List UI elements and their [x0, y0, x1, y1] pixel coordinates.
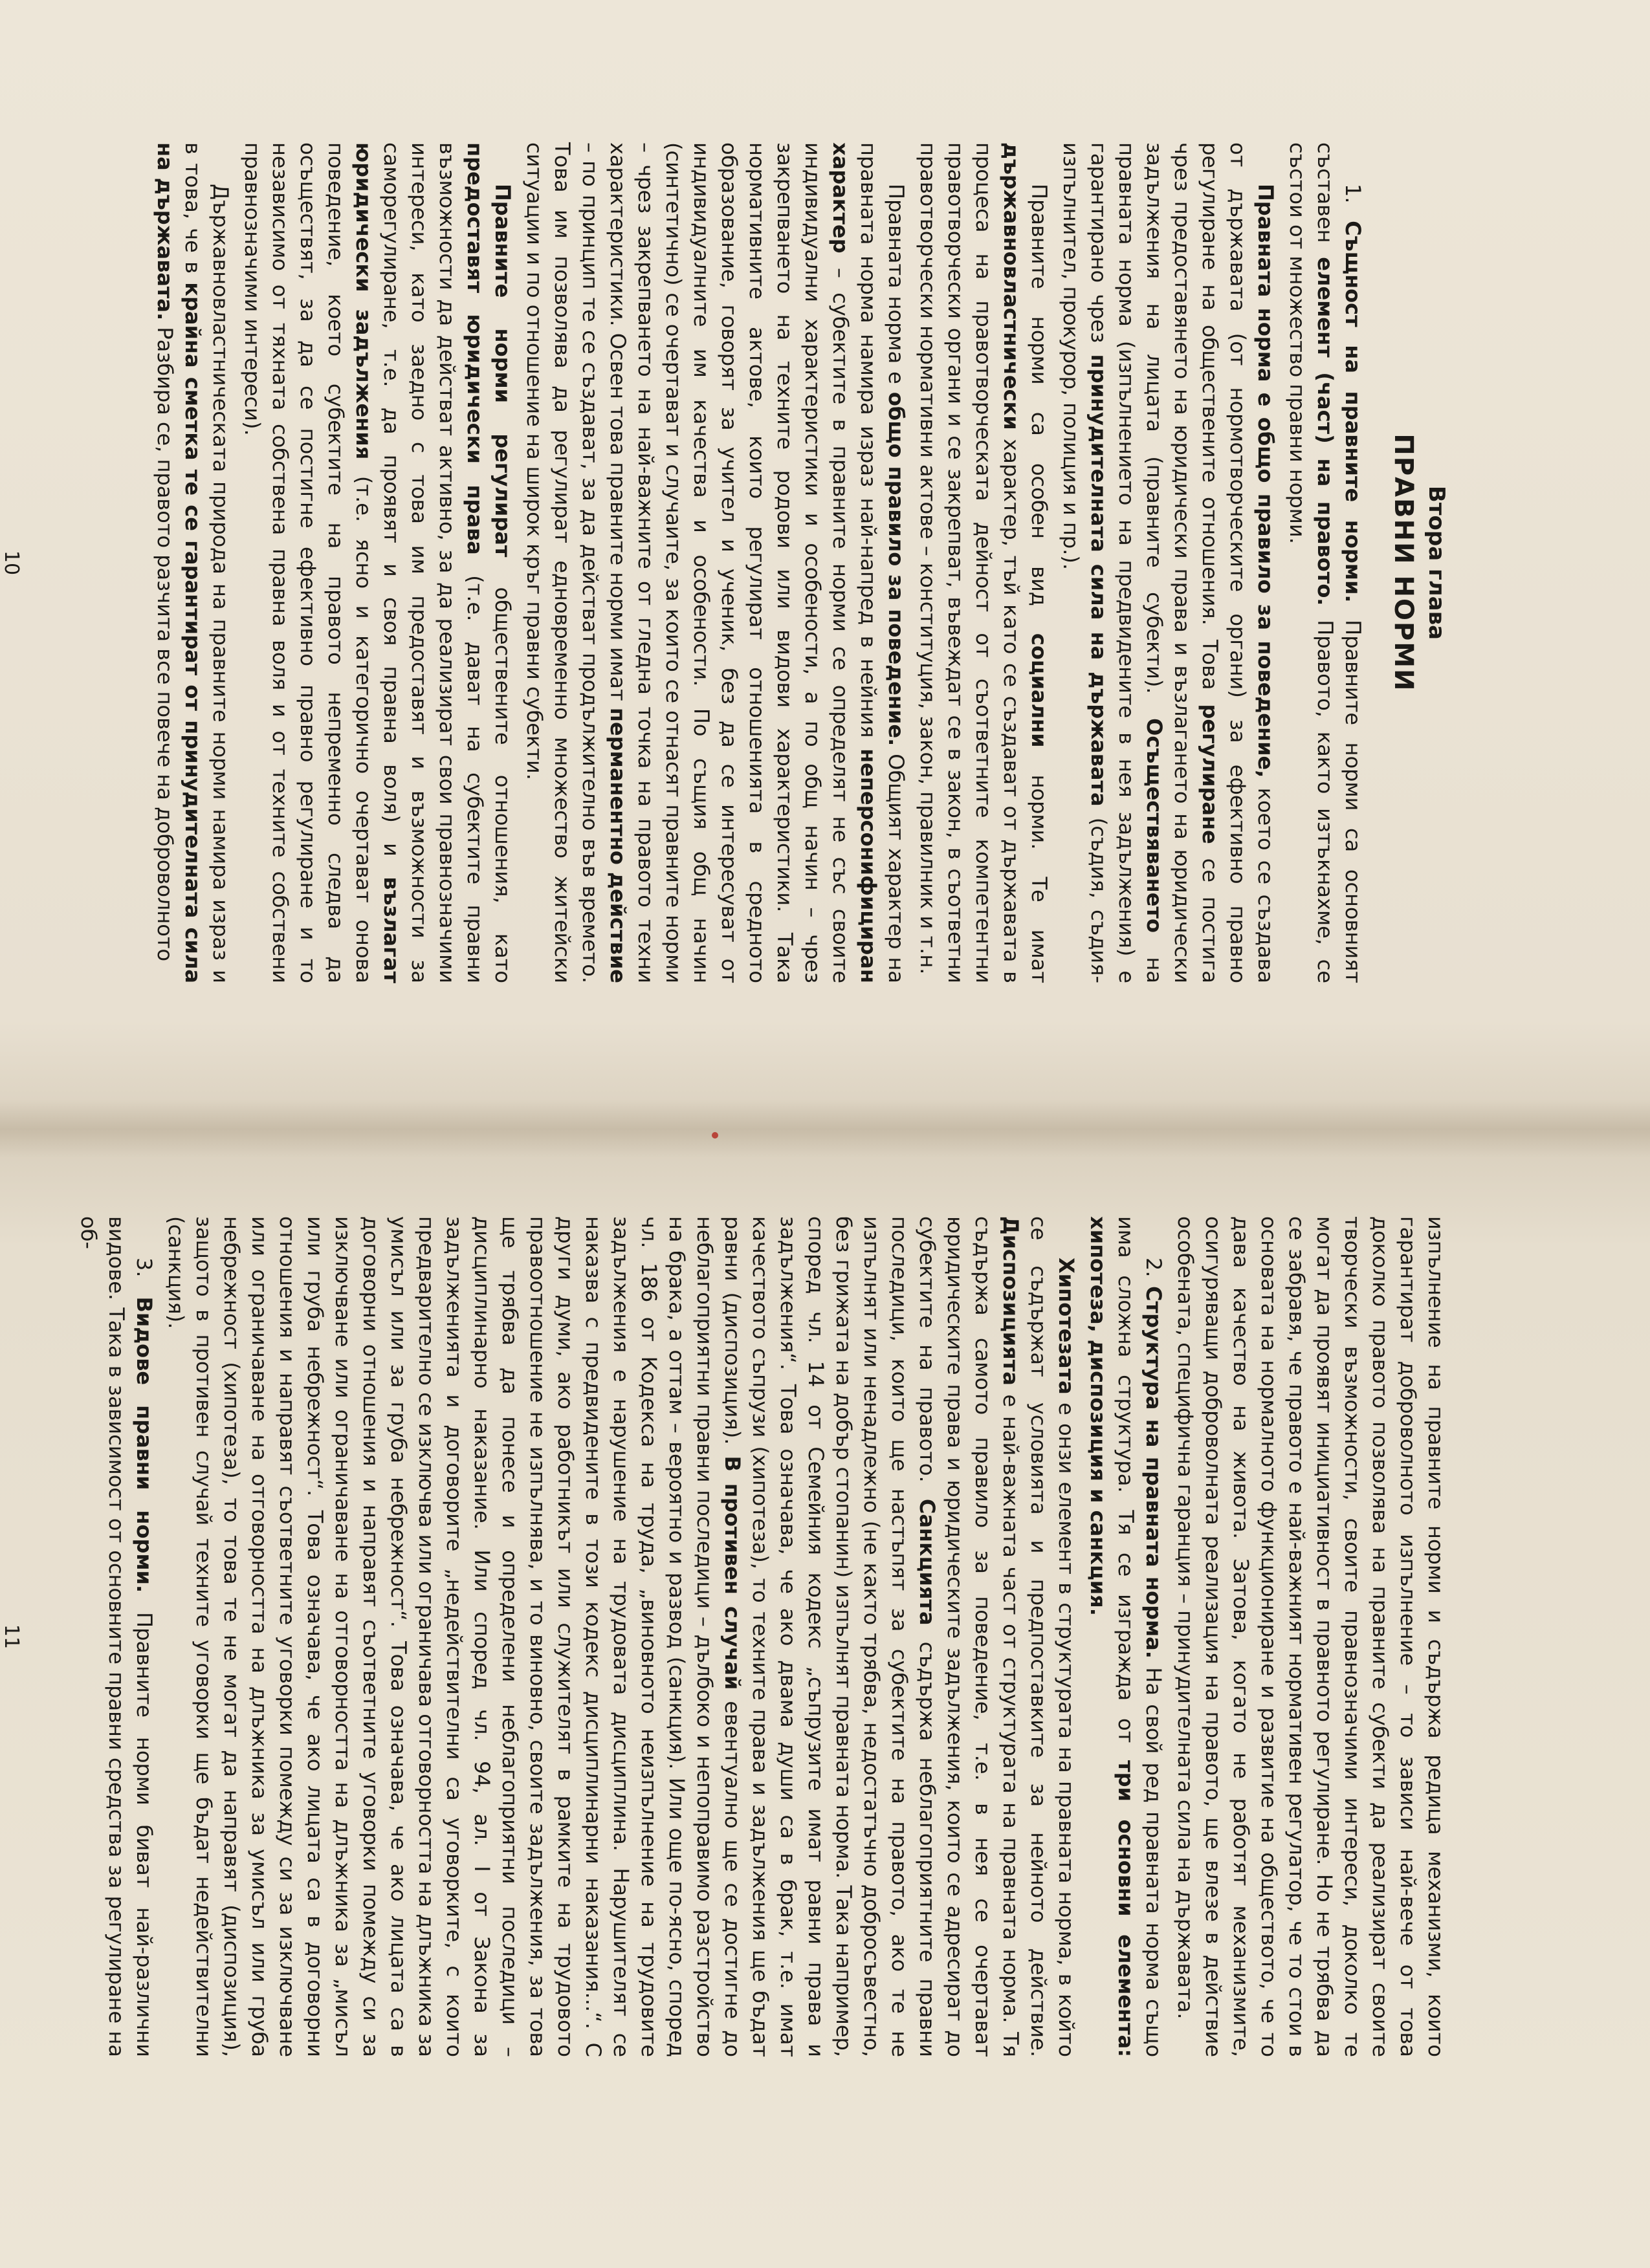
paragraph — [1171, 1216, 1449, 2057]
bold-text: предоставят юридически права — [463, 142, 487, 555]
text-run: обществените отношения, като — [490, 557, 515, 984]
text-run: 1. — [1341, 184, 1365, 221]
text-run: Правните норми биват най-различни видове. Така в зависимост от основните правни средства за регулиране на об- — [76, 1216, 157, 2058]
text-run: Правната норма е — [884, 184, 908, 392]
book-gutter — [0, 1100, 1650, 1158]
bold-text: В противен случай — [720, 1456, 745, 1690]
text-run: Държавновластническата природа на правните норми намира израз и в това, че в — [181, 142, 233, 983]
page-11 — [0, 1171, 1508, 2102]
text-run: характер, тъй като се създават от държавата в процеса на правотворческата дейност от съответните компетентни правотворчески органи и се закрепват, въвеждат се в закон, в съответни правотворчески нормативни актове – конституция, закон, правилник и т.н. — [916, 142, 1024, 983]
text-run: (т.е. дават на субектите правни възможности да действат активно, за да реализират свои правнозначими интереси, като заедно с това им предоставят и възможности за саморегулиране, т.е. да проявят и своя правна воля) и — [379, 142, 487, 984]
paragraph — [1057, 142, 1279, 983]
bold-text: Хипотезата — [1054, 1258, 1079, 1395]
text-run: (съдия, съдия-изпълнител, прокурор, полиция и пр.). — [1059, 142, 1111, 984]
bold-text: крайна сметка те се гарантират от принудителната сила на държавата. — [153, 142, 205, 984]
text-run: е онзи елемент в структурата на правната норма, в който се съдържат условията и предпоставките за нейното действие. — [1026, 1216, 1079, 2057]
bold-text: елемент (част) на правото. — [1313, 257, 1337, 606]
text-run: норми. Те имат — [1027, 747, 1051, 984]
bold-text: принудителната сила на държавата — [1086, 354, 1111, 807]
bold-text: Структура на правната норма. — [1141, 1285, 1166, 1659]
text-run: което се създава от държавата (от нормотворческите органи) за ефективно правно регулиране на обществените отношения. Това — [1198, 142, 1278, 984]
bold-text: перманентно действие — [606, 707, 630, 984]
bold-text: Видове правни норми. — [132, 1296, 157, 1593]
right-page-body — [74, 1216, 1449, 2057]
text-run: 3. — [132, 1258, 157, 1297]
page-number: 10 — [0, 550, 23, 576]
left-page-body — [151, 142, 1367, 983]
bold-text: възлагат юридически задължения — [351, 142, 404, 983]
text-run: съдържа неблагоприятните правни последици, които ще настъпят за субектите на правото, ако те не изпълнят или ненадлежно (не както трябва, недостатъчно добросъвестно, без грижата на добър стопанин) изпълнят правната норма. Така например, според чл. 14 от Семейния кодекс „съпрузите имат равни права и задължения“. Това означава, че ако двама души са в брак, т.е. имат качеството съпрузи (хипотеза), то техните права и задължения ще бъдат равни (диспозиция). — [720, 1216, 940, 2058]
text-run: изпълнение на правните норми и съдържа редица механизми, които гарантират доброволното изпълнение – то зависи най-вече от това доколко правото позволява на правните субекти да реализират своите творчески възможности, своите правнозначими интереси, доколко те могат да проявят инициативност в правното регулиране. Но не трябва да се забравя, че правото е най-важният нормативен регулатор, че то стои в основата на нормалното функциониране и развитие на обществото, че то дава качество на живота. Затова, когато не работят механизмите, осигуряващи доброволната реализация на правото, ще влезе в действие особената, специфична гаранция – принудителната сила на държавата. — [1173, 1216, 1448, 2057]
ink-spot — [712, 1132, 718, 1139]
text-run: на правната норма (изпълнението на предвидените в нея задължения) е гарантирано чрез — [1086, 142, 1167, 984]
paragraph — [520, 142, 910, 983]
text-run: – по принцип те се създават, за да действат продължително във времето. Това им позволява да регулират едновременно множество житейски ситуации и по отношение на широк кръг правни субекти. — [522, 142, 602, 983]
bold-text: Правните норми регулират — [490, 184, 515, 558]
paragraph — [74, 1216, 158, 2057]
text-run: Правните норми са основният съставен — [1313, 142, 1365, 984]
chapter-label: Втора глава — [1424, 485, 1449, 640]
paragraph — [151, 142, 234, 983]
paragraph — [162, 1216, 1080, 2057]
bold-text: Същност на правните норми. — [1341, 221, 1365, 603]
text-run: Общият характер на правната норма намира израз най-напред в нейния — [856, 142, 908, 984]
bold-text: социални — [1027, 633, 1051, 748]
bold-text: Санкцията — [915, 1498, 940, 1626]
bold-text: общо правило за поведение. — [884, 391, 908, 747]
text-run: (т.е. ясно и категорично очертават онова поведение, което субектите на правото непременно следва да осъществят, за да се постигне ефективно правно регулиране и то независимо от тяхната собствена правна воля и от техните собствени правнозначими интереси). — [240, 142, 376, 984]
text-run: 2. — [1141, 1258, 1166, 1286]
bold-text: регулиране — [1198, 704, 1222, 844]
text-run: Правните норми са особен вид — [1027, 184, 1051, 633]
bold-text: Правната норма е общо правило за поведение, — [1253, 184, 1278, 778]
paragraph — [238, 142, 516, 983]
paragraph — [1283, 142, 1367, 983]
text-run: Правото, както изтъкнахме, се състои от множество правни норми. — [1285, 142, 1337, 984]
bold-text: Диспозицията — [998, 1216, 1023, 1386]
text-run: – субектите в правните норми се определят не със своите индивидуални характеристики и особености, а по общ начин – чрез закрепването на техните родови или видови характеристики. Така нормативните актове, които регулират отношенията в средното образование, говорят за учител и ученик, без да се интересуват от индивидуалните им качества и особености. По същия общ начин (синтетично) се очертават и случаите, за които се отнасят правните норми – чрез закрепването на най-важните от гледна точка на правото техни характеристики. Освен това правните норми имат — [606, 142, 853, 983]
text-run: Разбира се, правото разчита все повече на доброволното — [153, 320, 177, 962]
bold-text: три основни елемента: хипотеза, диспозиция и санкция. — [1086, 1216, 1138, 2058]
bold-text: неперсонифициран характер — [828, 142, 881, 983]
chapter-title: ПРАВНИ НОРМИ — [1389, 433, 1418, 692]
text-run: е най-важната част от структурата на правната норма. Тя съдържа самото правило за поведение, т.е. в нея се очертават юридическите права и юридическите задължения, които се адресират до субектите на правото. — [915, 1216, 1023, 2057]
bold-text: държавновластнически — [999, 142, 1024, 430]
page-number: 11 — [0, 1624, 23, 1650]
page-10 — [0, 97, 1508, 1029]
text-run: евентуално ще се достигне до неблагоприятни правни последици – дълбоко и непоправимо разстройство на брака, а оттам – вероятно и развод (санкция). Или още по-ясно, според чл. 186 от Кодекса на труда, „виновното неизпълнение на трудовите задължения е нарушение на трудовата дисциплина. Нарушителят се наказва с предвидените в този кодекс дисциплинарни наказания...“. С други думи, ако работникът или служителят в рамките на трудовото правоотношение не изпълнява, и то виновно, своите задължения, за това ще трябва да понесе и определени неблагоприятни последици – дисциплинарно наказание. Или според чл. 94, ал. I от Закона за задълженията и договорите „недействителни са уговорките, с които предварително се изключва или ограничава отговорността на длъжника за умисъл или за груба небрежност“. Това означава, че ако лицата са в договорни отношения и направят съответните уговорки помежду си за изключване или ограничаване на отговорността на длъжника за „мисъл или груба небрежност“. Това означава, че ако лицата са в договорни отношения и направят съответните уговорки помежду си за изключване или ограничаване на отговорността на длъжника за умисъл или груба небрежност (хипотеза), то това те не могат да направят (диспозиция), защото в противен случай техните уговорки ще бъдат недействителни (санкция). — [164, 1216, 745, 2058]
bold-text: Осъществяването — [1142, 718, 1167, 933]
text-run: На свой ред правната норма също има сложна структура. Тя се изгражда от — [1114, 1216, 1166, 2058]
text-run: се постига чрез предоставянето на юридически права и възлагането на юридически задължения на лицата (правните субекти). — [1142, 142, 1222, 984]
paragraph — [914, 142, 1053, 983]
paragraph — [1084, 1216, 1167, 2057]
